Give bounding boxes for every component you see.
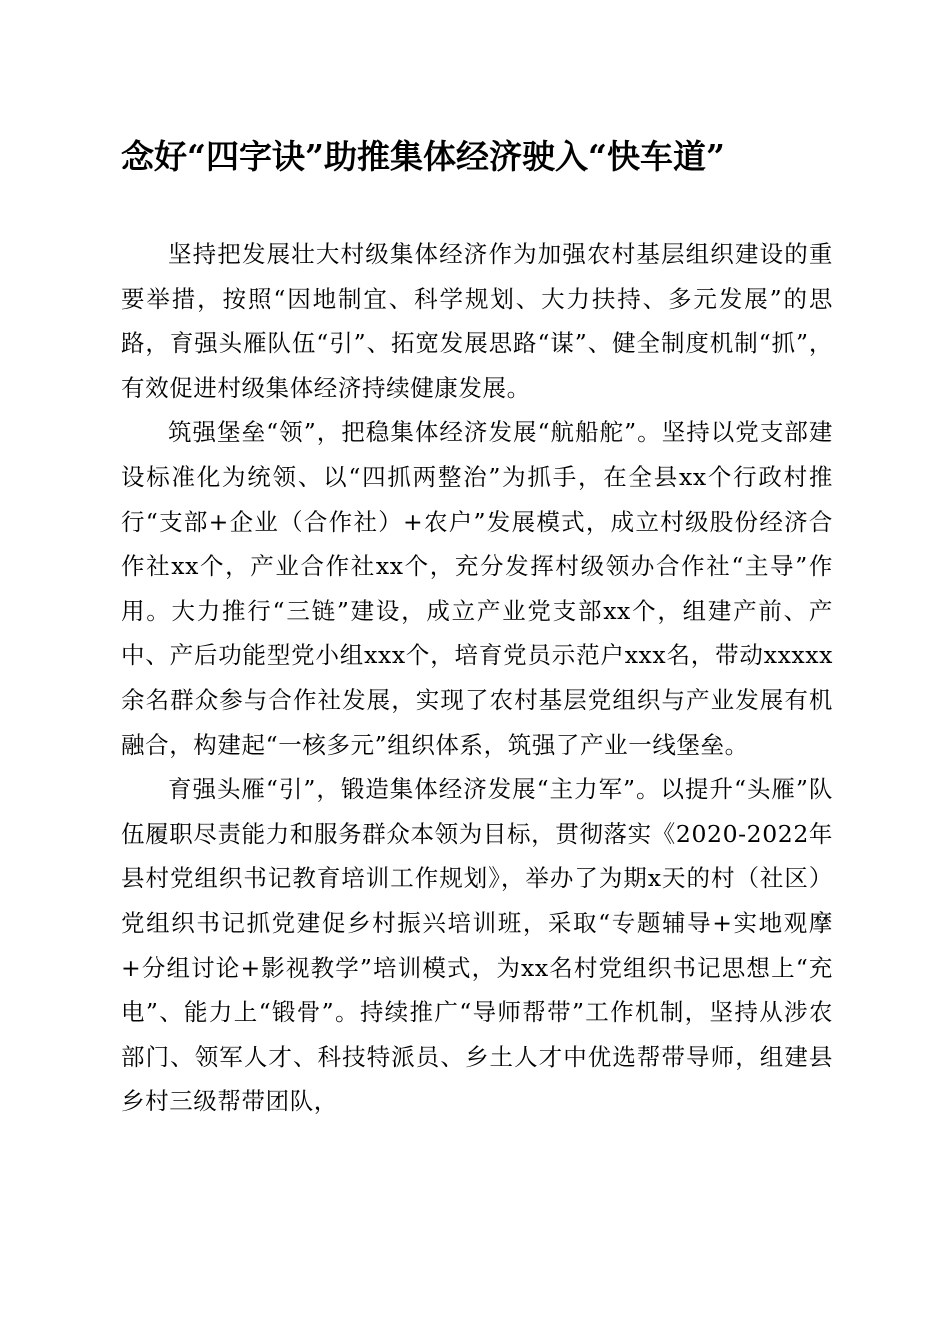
- paragraph-intro: 坚持把发展壮大村级集体经济作为加强农村基层组织建设的重要举措，按照“因地制宜、科学规划、大力扶持、多元发展”的思路，育强头雁队伍“引”、拓宽发展思路“谋”、健全制度机制“抓”，有效促进村级集体经济持续健康发展。: [121, 240, 833, 402]
- paragraph-leaders: 育强头雁“引”，锻造集体经济发展“主力军”。以提升“头雁”队伍履职尽责能力和服务群众本领为目标，贯彻落实《2020-2022年县村党组织书记教育培训工作规划》，举办了为期x天的村（社区）党组织书记抓党建促乡村振兴培训班，采取“专题辅导+实地观摩+分组讨论+影视教学”培训模式，为xx名村党组织书记思想上“充电”、能力上“锻骨”。持续推广“导师帮带”工作机制，坚持从涉农部门、领军人才、科技特派员、乡土人才中优选帮带导师，组建县乡村三级帮带团队，: [121, 775, 833, 1116]
- document-body: [121, 232, 833, 1124]
- document-title: 念好“四字诀”助推集体经济驶入“快车道”: [121, 137, 725, 176]
- paragraph-fortress: 筑强堡垒“领”，把稳集体经济发展“航船舵”。坚持以党支部建设标准化为统领、以“四抓两整治”为抓手，在全县xx个行政村推行“支部+企业（合作社）+农户”发展模式，成立村级股份经济合作社xx个，产业合作社xx个，充分发挥村级领办合作社“主导”作用。大力推行“三链”建设，成立产业党支部xx个，组建产前、产中、产后功能型党小组xxx个，培育党员示范户xxx名，带动xxxxx余名群众参与合作社发展，实现了农村基层党组织与产业发展有机融合，构建起“一核多元”组织体系，筑强了产业一线堡垒。: [121, 418, 833, 759]
